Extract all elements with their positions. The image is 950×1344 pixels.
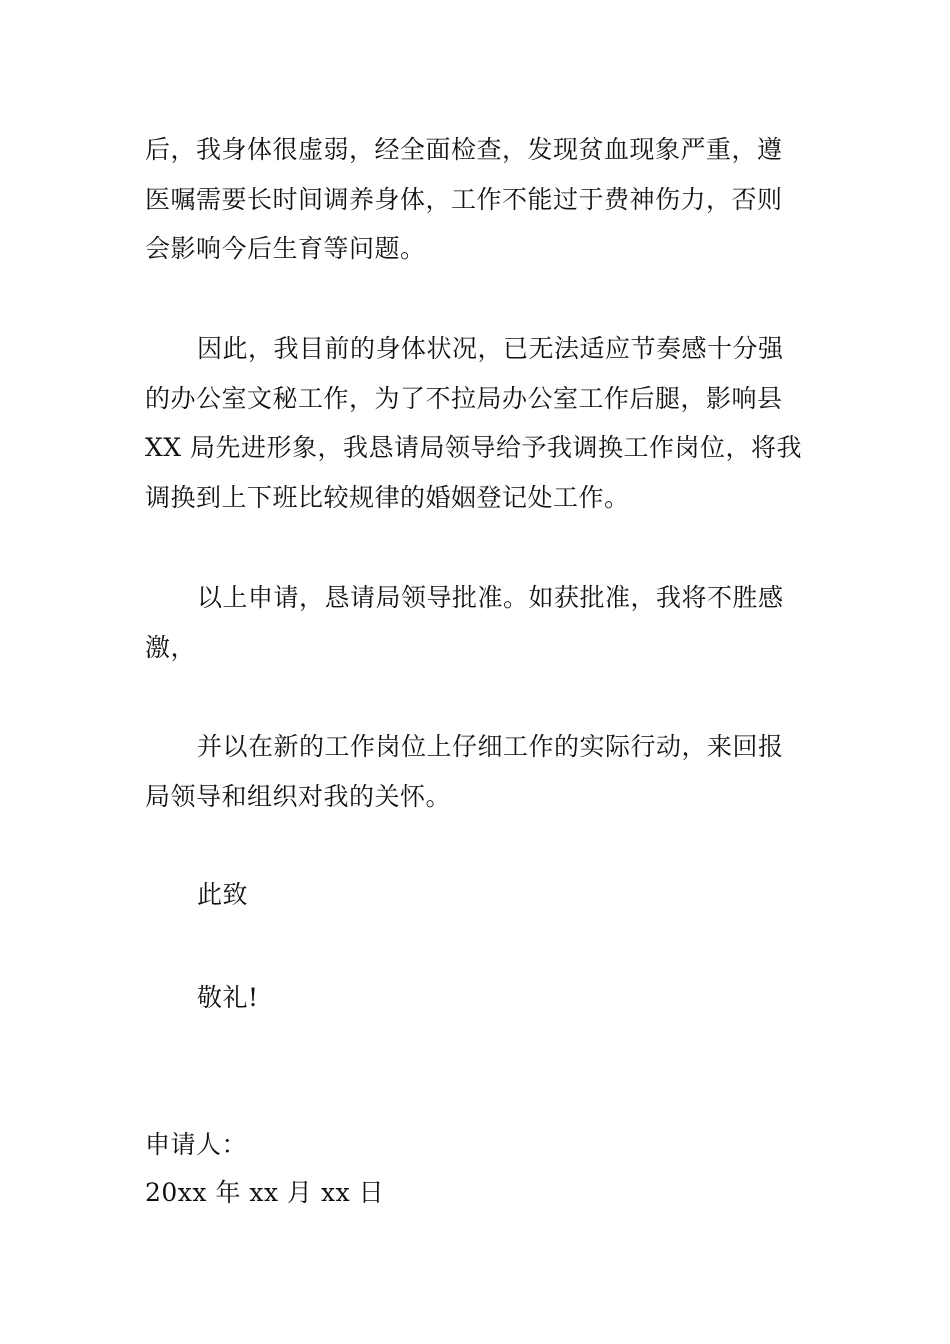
date-text: 20xx 年 xx 月 xx 日: [145, 1178, 385, 1207]
date-line: [145, 1168, 810, 1218]
text-line: 调换到上下班比较规律的婚姻登记处工作。: [145, 482, 630, 512]
closing-text: 敬礼!: [197, 983, 259, 1012]
text-line: 局领导和组织对我的关怀。: [145, 781, 452, 811]
paragraph-gratitude: [145, 722, 810, 821]
closing-text: 此致: [197, 880, 249, 909]
closing-salutation: [145, 870, 810, 920]
applicant-label: [145, 1120, 810, 1170]
closing-regards: [145, 973, 810, 1023]
text-line: 以上申请，恳请局领导批准。如获批准，我将不胜感: [197, 583, 784, 612]
text-line: 医嘱需要长时间调养身体，工作不能过于费神伤力，否则: [145, 184, 783, 214]
paragraph-request: [145, 324, 810, 522]
paragraph-approval: [145, 573, 810, 672]
text-line: 并以在新的工作岗位上仔细工作的实际行动，来回报: [197, 732, 784, 761]
applicant-text: 申请人：: [145, 1130, 248, 1159]
text-line: 激，: [145, 632, 197, 662]
paragraph-health: [145, 125, 810, 274]
text-line: 的办公室文秘工作，为了不拉局办公室工作后腿，影响县: [145, 383, 783, 413]
text-line: 会影响今后生育等问题。: [145, 234, 426, 263]
text-line: XX 局先进形象，我恳请局领导给予我调换工作岗位，将我: [145, 433, 803, 462]
text-line: 因此，我目前的身体状况，已无法适应节奏感十分强: [197, 334, 784, 363]
text-line: 后，我身体很虚弱，经全面检查，发现贫血现象严重，遵: [145, 135, 783, 164]
